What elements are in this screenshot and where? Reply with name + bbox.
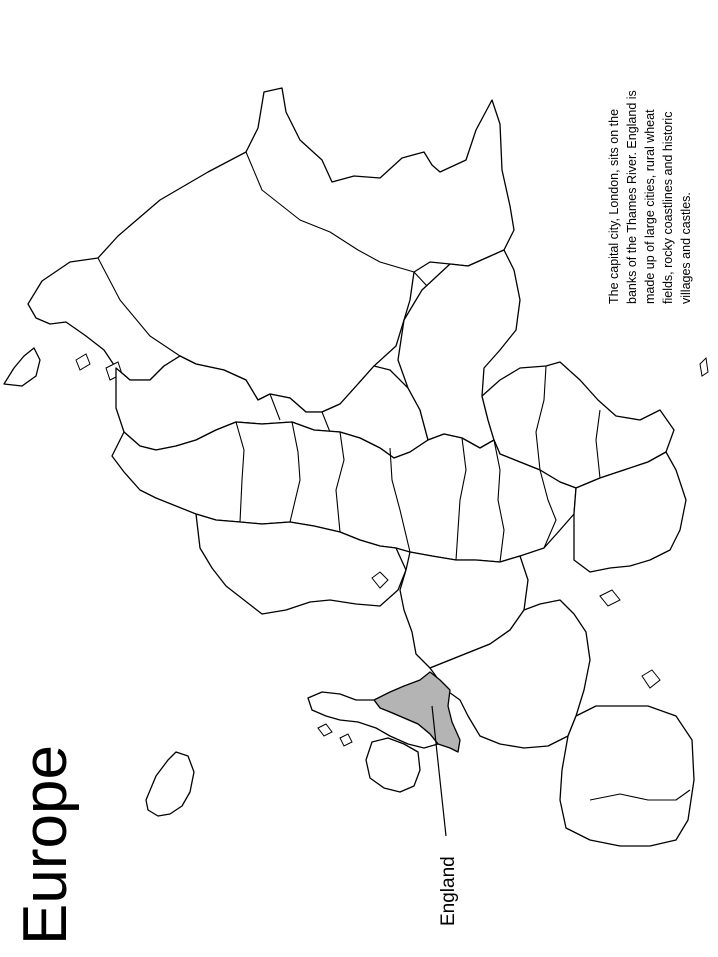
island-small-2 (340, 734, 352, 746)
lake-vanern (76, 354, 90, 370)
description-block (607, 90, 693, 304)
description-line-3: made up of large cities, rural wheat (643, 109, 657, 304)
island-cyprus (600, 590, 620, 606)
description-line-2: banks of the Thames River. England is (625, 90, 639, 304)
map-title: Europe (11, 745, 80, 945)
description-line-1: The capital city, London, sits on the (607, 108, 621, 304)
region-denmark-isles (4, 348, 40, 386)
region-iberia (560, 706, 694, 846)
description-line-4: fields, rocky coastlines and historic (661, 111, 675, 304)
island-crete (642, 670, 660, 688)
region-wales (366, 738, 420, 792)
island-small-3 (700, 358, 708, 376)
england-label: England (438, 856, 459, 926)
region-ireland (146, 752, 194, 816)
description-line-5: villages and castles. (679, 192, 693, 304)
island-small-1 (318, 724, 332, 736)
